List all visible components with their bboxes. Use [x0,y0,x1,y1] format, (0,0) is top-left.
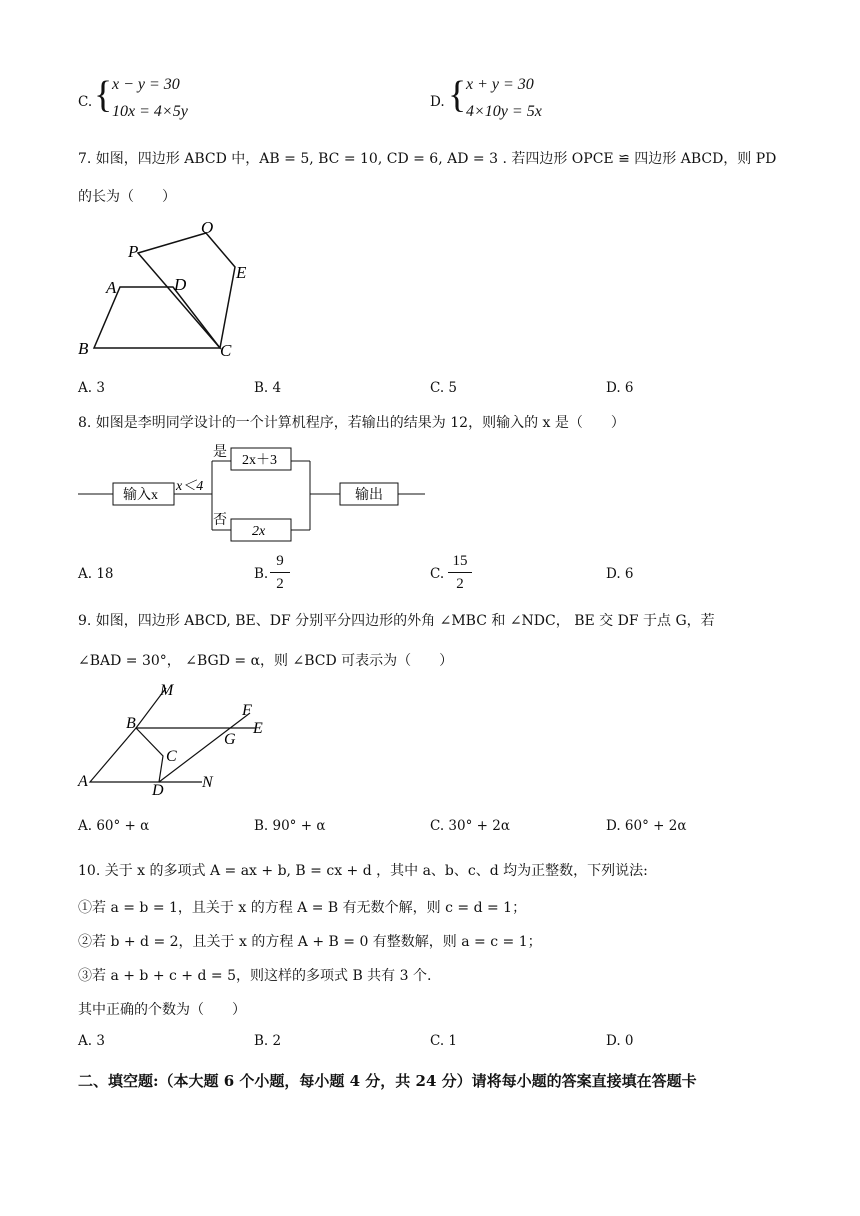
q6-option-d-eq1: x + y = 30 [466,76,534,93]
q9-label-a: A [78,773,88,790]
q8-condition-label: x＜4 [176,479,204,494]
q8-option-b-fraction [270,552,290,593]
q7-quad-opce [138,233,235,348]
q7-option-b: B. 4 [254,380,282,396]
q8-option-a: A. 18 [78,566,114,582]
q8-option-b-denominator: 2 [276,576,284,592]
q8-no-label: 否 [213,513,227,528]
q10-item-2: ②若 b + d = 2，且关于 x 的方程 A + B = 0 有整数解，则 a = c = 1； [78,934,542,950]
q10-text-line1: 10. 关于 x 的多项式 A = ax + b, B = cx + d ，其中 a、b、c、d 均为正整数，下列说法: [78,863,648,879]
q8-option-c-fraction [448,552,472,593]
q7-label-e: E [236,263,247,282]
q6-option-c-eq2: 10x = 4×5y [112,103,188,120]
q9-option-b: B. 90° + α [254,818,326,834]
q9-option-a: A. 60° + α [78,818,150,834]
q6-option-c-label: C. [78,94,93,110]
q6-option-d-label: D. [430,94,445,110]
q9-label-f: F [242,702,252,719]
q9-option-d: D. 60° + 2α [606,818,687,834]
q9-label-c: C [166,748,177,765]
q7-option-d: D. 6 [606,380,634,396]
q9-label-d: D [152,782,164,798]
q8-option-b-label: B. [254,566,269,582]
q10-question: 其中正确的个数为（ ） [78,1002,246,1018]
q10-option-d: D. 0 [606,1033,634,1049]
q7-label-p: P [128,242,139,261]
q8-option-c-denominator: 2 [456,576,464,592]
q8-option-d: D. 6 [606,566,634,582]
q8-no-box-label: 2x [252,524,266,539]
q9-label-e: E [253,720,263,737]
q7-label-a: A [106,278,117,297]
section-2-heading: 二、填空题:（本大题 6 个小题，每小题 4 分，共 24 分）请将每小题的答案直接填在答题卡 [78,1072,697,1090]
q7-text-line2: 的长为（ ） [78,189,176,205]
q8-option-b-numerator: 9 [276,553,284,569]
q10-item-3: ③若 a + b + c + d = 5，则这样的多项式 B 共有 3 个. [78,968,432,984]
q7-label-o: O [201,218,214,237]
q9-label-g: G [224,731,236,748]
q8-flowchart [70,436,440,551]
q10-option-b: B. 2 [254,1033,282,1049]
q8-output-label: 输出 [355,488,383,503]
q6-option-c-eq1: x − y = 30 [112,76,180,93]
q8-option-c-label: C. [430,566,445,582]
q9-quad-abcd [90,728,163,782]
q7-figure [70,215,270,365]
q10-option-a: A. 3 [78,1033,105,1049]
q9-text-line1: 9. 如图，四边形 ABCD, BE、DF 分别平分四边形的外角 ∠MBC 和 ∠NDC， BE 交 DF 于点 G，若 [78,613,715,629]
q8-yes-box-label: 2x＋3 [242,453,277,468]
q10-option-c: C. 1 [430,1033,458,1049]
q10-item-1: ①若 a = b = 1，且关于 x 的方程 A = B 有无数个解，则 c = d = 1； [78,900,527,916]
q6-option-d-brace: { [448,74,467,116]
q7-label-b: B [78,339,89,358]
q7-option-c: C. 5 [430,380,458,396]
q9-text-line2: ∠BAD = 30°， ∠BGD = α，则 ∠BCD 可表示为（ ） [78,653,454,669]
q9-option-c: C. 30° + 2α [430,818,510,834]
q8-option-c-numerator: 15 [452,553,468,569]
q9-figure [70,678,280,798]
q7-label-d: D [174,275,187,294]
q9-label-b: B [126,715,136,732]
q8-yes-label: 是 [213,445,227,460]
q7-label-c: C [220,341,232,360]
q6-option-d-eq2: 4×10y = 5x [466,103,542,120]
q6-option-c-brace: { [94,74,113,116]
q9-label-n: N [202,774,213,791]
q9-label-m: M [160,682,174,699]
q7-text-line1: 7. 如图，四边形 ABCD 中，AB = 5, BC = 10, CD = 6, AD = 3 . 若四边形 OPCE ≌ 四边形 ABCD，则 PD [78,151,777,167]
q7-option-a: A. 3 [78,380,105,396]
q8-text-line1: 8. 如图是李明同学设计的一个计算机程序，若输出的结果为 12，则输入的 x 是（ ） [78,415,625,431]
q8-input-label: 输入x [123,488,158,503]
